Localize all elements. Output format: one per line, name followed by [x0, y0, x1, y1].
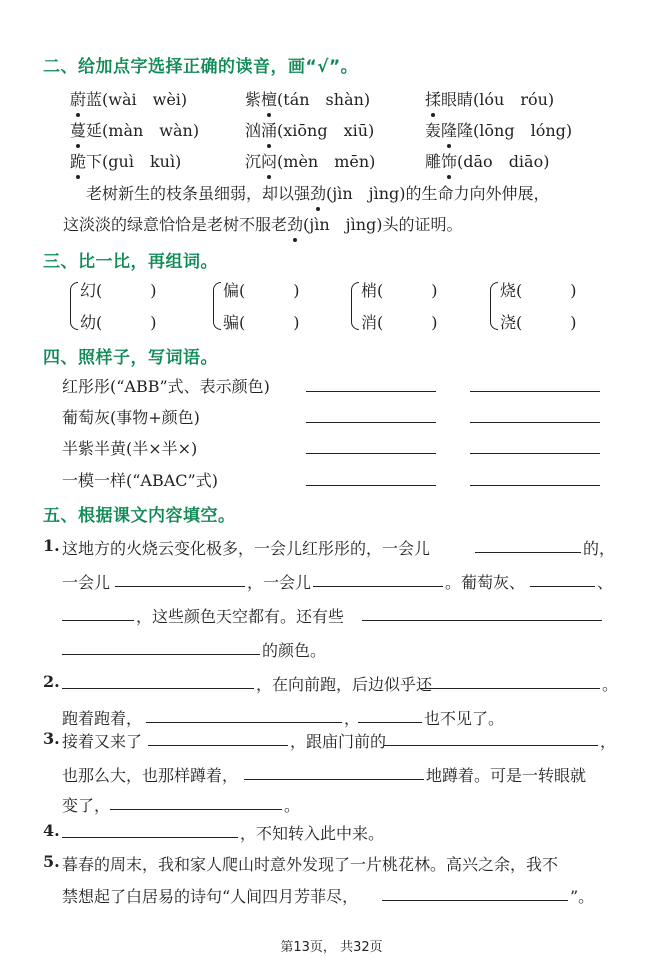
question-2-text: ，在向前跑，后边似乎还: [256, 675, 433, 694]
compare-word-bottom[interactable]: 幼( ): [80, 313, 157, 332]
question-2-text: 也不见了。: [424, 709, 505, 728]
blank[interactable]: [470, 485, 600, 486]
blank[interactable]: [62, 620, 134, 621]
blank[interactable]: [306, 485, 436, 486]
word: 跪下: [70, 152, 102, 171]
word: 揉眼睛: [425, 90, 473, 109]
pinyin-choice-item[interactable]: [425, 118, 572, 141]
word: 蔚蓝: [70, 90, 102, 109]
word: 轰隆隆: [425, 121, 473, 140]
question-2-text: 跑着跑着，: [62, 709, 143, 728]
section-5-title: 五、根据课文内容填空。: [43, 506, 236, 526]
pinyin-choice-item[interactable]: [245, 118, 374, 141]
blank[interactable]: [530, 586, 595, 587]
blank[interactable]: [148, 745, 288, 746]
question-2-text: ，: [344, 709, 361, 728]
compare-word-bottom[interactable]: 骗( ): [223, 313, 300, 332]
word: 紫檀: [245, 90, 277, 109]
question-3-text: 变了，: [62, 796, 111, 815]
blank[interactable]: [115, 586, 245, 587]
question-3-text: 。: [284, 796, 301, 815]
blank[interactable]: [470, 391, 600, 392]
section-2-paragraph-line-1: 老树新生的枝条虽细弱，却以强劲(jìn jìng)的生命力向外伸展，: [86, 181, 550, 204]
brace: [70, 282, 78, 330]
question-1-text: 的，: [583, 539, 616, 558]
compare-word-top[interactable]: 烧( ): [500, 281, 577, 300]
blank[interactable]: [146, 722, 342, 723]
blank[interactable]: [420, 688, 600, 689]
question-1-number: 1.: [43, 536, 60, 555]
blank[interactable]: [475, 552, 581, 553]
question-3-text: 地蹲着。可是一转眼就: [426, 766, 587, 785]
brace: [490, 282, 498, 330]
blank[interactable]: [384, 745, 598, 746]
blank[interactable]: [110, 809, 282, 810]
blank[interactable]: [62, 654, 260, 655]
question-3-text: 接着又来了: [62, 732, 143, 751]
pinyin-options: (lōng lóng): [473, 121, 573, 140]
question-1-text: 。葡萄灰、: [445, 573, 526, 592]
blank[interactable]: [306, 391, 436, 392]
blank[interactable]: [62, 837, 238, 838]
question-1-text: 、: [597, 573, 614, 592]
section-4-title: 四、照样子，写词语。: [43, 348, 218, 368]
blank[interactable]: [358, 722, 422, 723]
word: 沉闷: [245, 152, 277, 171]
blank[interactable]: [313, 586, 443, 587]
pinyin-options: (xiōng xiū): [277, 121, 375, 140]
question-1-line-1: 这地方的火烧云变化极多，一会儿红彤彤的，一会儿: [62, 539, 431, 558]
compare-word-bottom[interactable]: 消( ): [361, 313, 438, 332]
pinyin-choice-item[interactable]: [425, 149, 549, 172]
question-4-number: 4.: [43, 821, 60, 840]
question-1-text: ，一会儿: [247, 573, 312, 592]
question-2-text: 。: [602, 675, 619, 694]
pinyin-options: (mèn mēn): [277, 152, 376, 171]
word: 蔓延: [70, 121, 102, 140]
example-word-prompt: 半紫半黄(半×半×): [62, 439, 198, 458]
question-3-text: 也那么大，也那样蹲着，: [62, 766, 239, 785]
pinyin-options: (guì kuì): [102, 152, 182, 171]
compare-word-top[interactable]: 偏( ): [223, 281, 300, 300]
question-5-text: ”。: [570, 887, 595, 906]
compare-word-top[interactable]: 梢( ): [361, 281, 438, 300]
question-3-text: ，跟庙门前的: [290, 732, 387, 751]
question-3-text: ，: [600, 732, 617, 751]
pinyin-choice-item[interactable]: [245, 87, 370, 110]
page-footer: 第13页， 共32页: [280, 940, 383, 955]
brace: [213, 282, 221, 330]
section-3-title: 三、比一比，再组词。: [43, 252, 218, 272]
example-word-prompt: 红彤彤(“ABB”式、表示颜色): [62, 377, 270, 396]
section-2-paragraph-line-2: 这淡淡的绿意恰恰是老树不服老劲(jìn jìng)头的证明。: [63, 212, 463, 235]
pinyin-options: (dāo diāo): [457, 152, 550, 171]
question-4-text: ，不知转入此中来。: [240, 824, 385, 843]
pinyin-choice-item[interactable]: [245, 149, 375, 172]
blank[interactable]: [382, 900, 568, 901]
example-word-prompt: 葡萄灰(事物+颜色): [62, 408, 200, 427]
pinyin-options: (wài wèi): [102, 90, 188, 109]
blank[interactable]: [470, 453, 600, 454]
compare-word-top[interactable]: 幻( ): [80, 281, 157, 300]
pinyin-choice-item[interactable]: [70, 149, 181, 172]
blank[interactable]: [470, 422, 600, 423]
pinyin-options: (lóu róu): [473, 90, 555, 109]
question-1-text: 的颜色。: [262, 641, 327, 660]
question-1-text: ，这些颜色天空都有。还有些: [136, 607, 345, 626]
pinyin-choice-item[interactable]: [425, 87, 554, 110]
blank[interactable]: [244, 779, 424, 780]
question-2-number: 2.: [43, 672, 60, 691]
pinyin-choice-item[interactable]: [70, 118, 199, 141]
question-5-text: 暮春的周末，我和家人爬山时意外发现了一片桃花林。高兴之余，我不: [62, 855, 559, 874]
question-1-text: 一会儿: [62, 573, 111, 592]
section-2-title: 二、给加点字选择正确的读音，画“√”。: [43, 57, 359, 77]
word: 汹涌: [245, 121, 277, 140]
question-5-text: 禁想起了白居易的诗句“人间四月芳菲尽，: [62, 887, 359, 906]
compare-word-bottom[interactable]: 浇( ): [500, 313, 577, 332]
pinyin-options: (tán shàn): [277, 90, 371, 109]
question-5-number: 5.: [43, 852, 60, 871]
brace: [351, 282, 359, 330]
example-word-prompt: 一模一样(“ABAC”式): [62, 471, 218, 490]
pinyin-options: (màn wàn): [102, 121, 200, 140]
pinyin-choice-item[interactable]: [70, 87, 187, 110]
blank[interactable]: [62, 688, 254, 689]
blank[interactable]: [306, 453, 436, 454]
word: 雕饰: [425, 152, 457, 171]
blank[interactable]: [362, 620, 602, 621]
blank[interactable]: [306, 422, 436, 423]
question-3-number: 3.: [43, 729, 60, 748]
